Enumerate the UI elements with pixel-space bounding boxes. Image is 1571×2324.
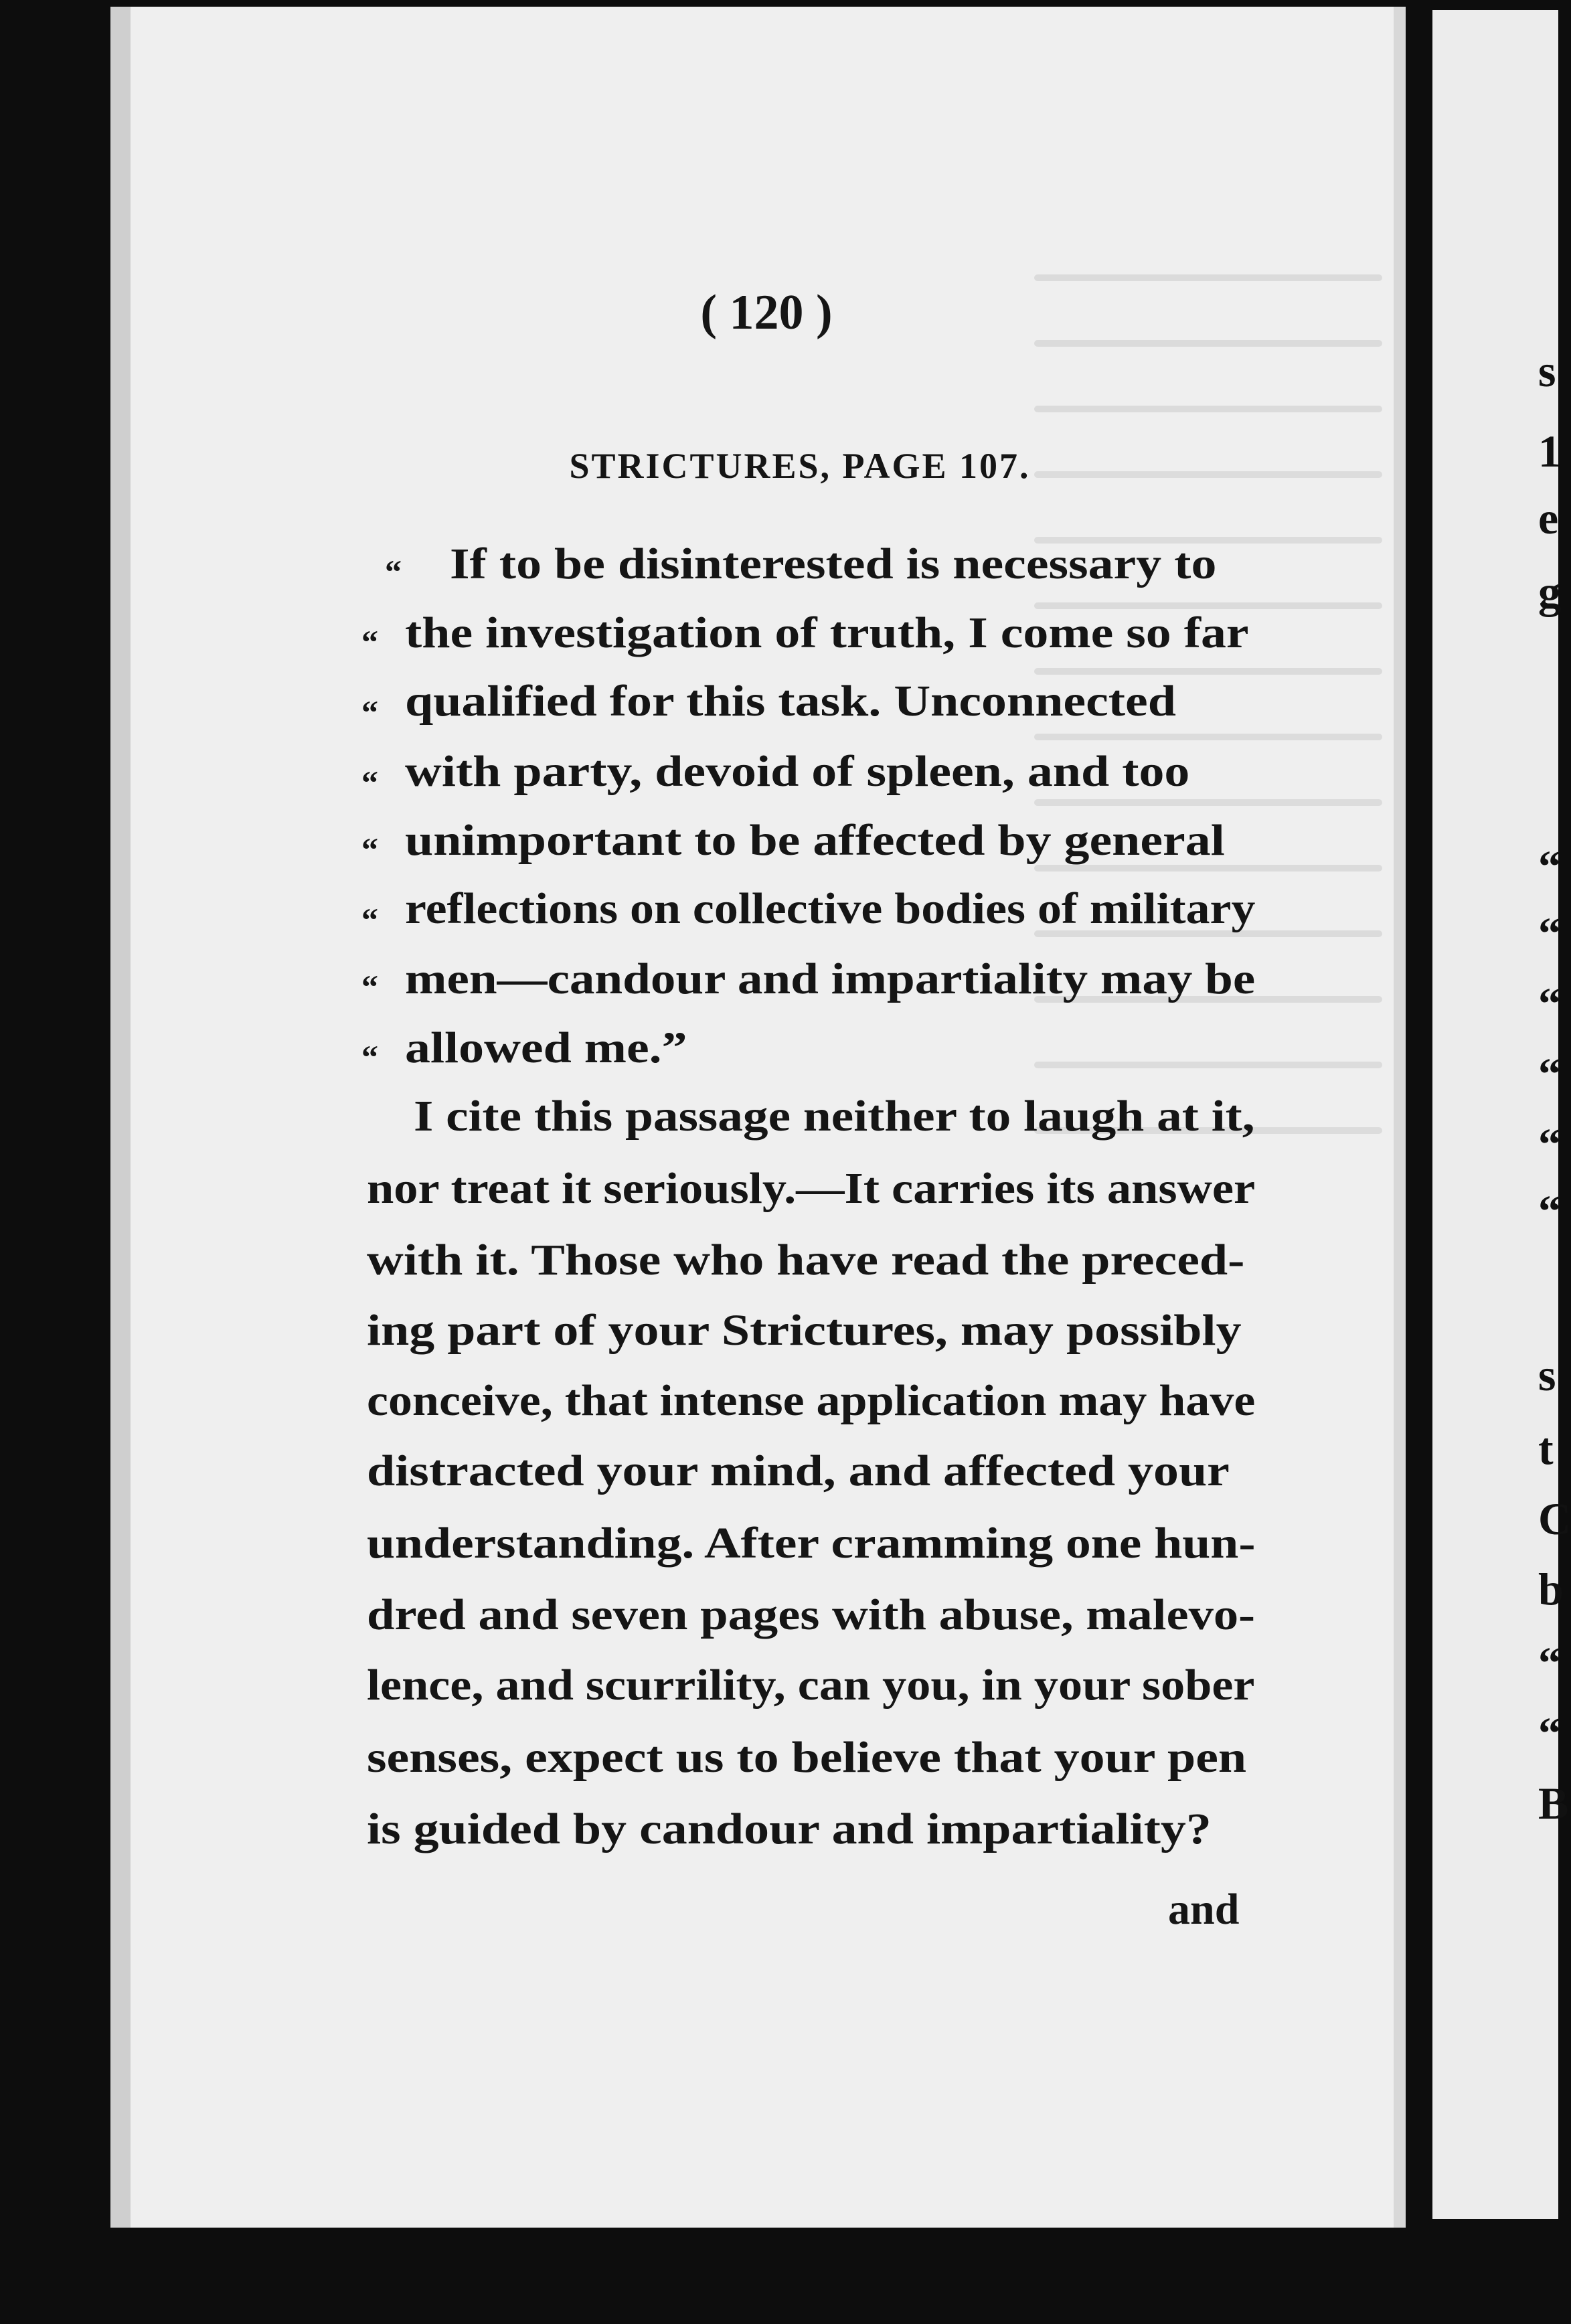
quote-mark: “ [361, 901, 378, 938]
facing-page-char: “ [1538, 978, 1561, 1029]
reverse-side-bleed-through [1034, 274, 1382, 1212]
body-line: lence, and scurrility, can you, in your sober [367, 1661, 1255, 1710]
quote-line: If to be disinterested is necessary to [450, 540, 1217, 588]
body-line: distracted your mind, and affected your [367, 1446, 1230, 1495]
facing-page-char: “ [1538, 908, 1561, 959]
facing-page-char: s [1538, 1349, 1556, 1400]
facing-page-char: B [1538, 1778, 1569, 1829]
quote-line: allowed me.” [405, 1023, 687, 1072]
quote-line: men—candour and impartiality may be [405, 954, 1256, 1003]
facing-page-char: C [1538, 1493, 1571, 1544]
quote-mark: “ [385, 553, 402, 590]
facing-page-char: e [1538, 493, 1559, 544]
quote-mark: “ [361, 831, 378, 868]
facing-page-fragment [1432, 10, 1571, 2219]
page-shadow-right [1394, 7, 1406, 2228]
quote-line: with party, devoid of spleen, and too [405, 747, 1190, 796]
body-line: is guided by candour and impartiality? [367, 1805, 1212, 1853]
facing-page-char: “ [1538, 1708, 1561, 1758]
facing-page-char: b [1538, 1564, 1564, 1614]
quote-mark: “ [361, 764, 378, 801]
page-shadow-left [110, 7, 131, 2228]
page-number: ( 120 ) [700, 285, 833, 340]
quote-mark: “ [361, 693, 378, 731]
facing-page-char: “ [1538, 1048, 1561, 1099]
facing-page-char: 1 [1538, 426, 1561, 477]
quote-line: the investigation of truth, I come so far [405, 608, 1249, 657]
quote-line: reflections on collective bodies of military [405, 884, 1256, 933]
body-line: dred and seven pages with abuse, malevo- [367, 1590, 1256, 1639]
quote-mark: “ [361, 968, 378, 1005]
facing-page-char: “ [1538, 1185, 1561, 1236]
facing-page-char: “ [1538, 1637, 1561, 1688]
facing-page-char: g [1538, 566, 1561, 617]
quote-line: qualified for this task. Unconnected [405, 677, 1176, 726]
body-line: senses, expect us to believe that your pen [367, 1733, 1247, 1782]
facing-page-char: s [1538, 345, 1556, 396]
facing-page-char: t [1538, 1423, 1554, 1474]
quote-mark: “ [361, 1038, 378, 1076]
running-head: STRICTURES, PAGE 107. [569, 446, 1031, 486]
quote-mark: “ [361, 623, 378, 661]
body-line: I cite this passage neither to laugh at it, [414, 1092, 1255, 1141]
facing-page-char: “ [1538, 841, 1561, 892]
body-line: understanding. After cramming one hun- [367, 1519, 1256, 1568]
body-line: nor treat it seriously.—It carries its answer [367, 1164, 1256, 1213]
quote-line: unimportant to be affected by general [405, 816, 1225, 865]
body-line: with it. Those who have read the preced- [367, 1236, 1245, 1284]
body-line: ing part of your Strictures, may possibly [367, 1306, 1242, 1355]
facing-page-char: “ [1538, 1118, 1561, 1169]
body-line: conceive, that intense application may have [367, 1376, 1256, 1425]
catchword: and [1168, 1885, 1240, 1934]
